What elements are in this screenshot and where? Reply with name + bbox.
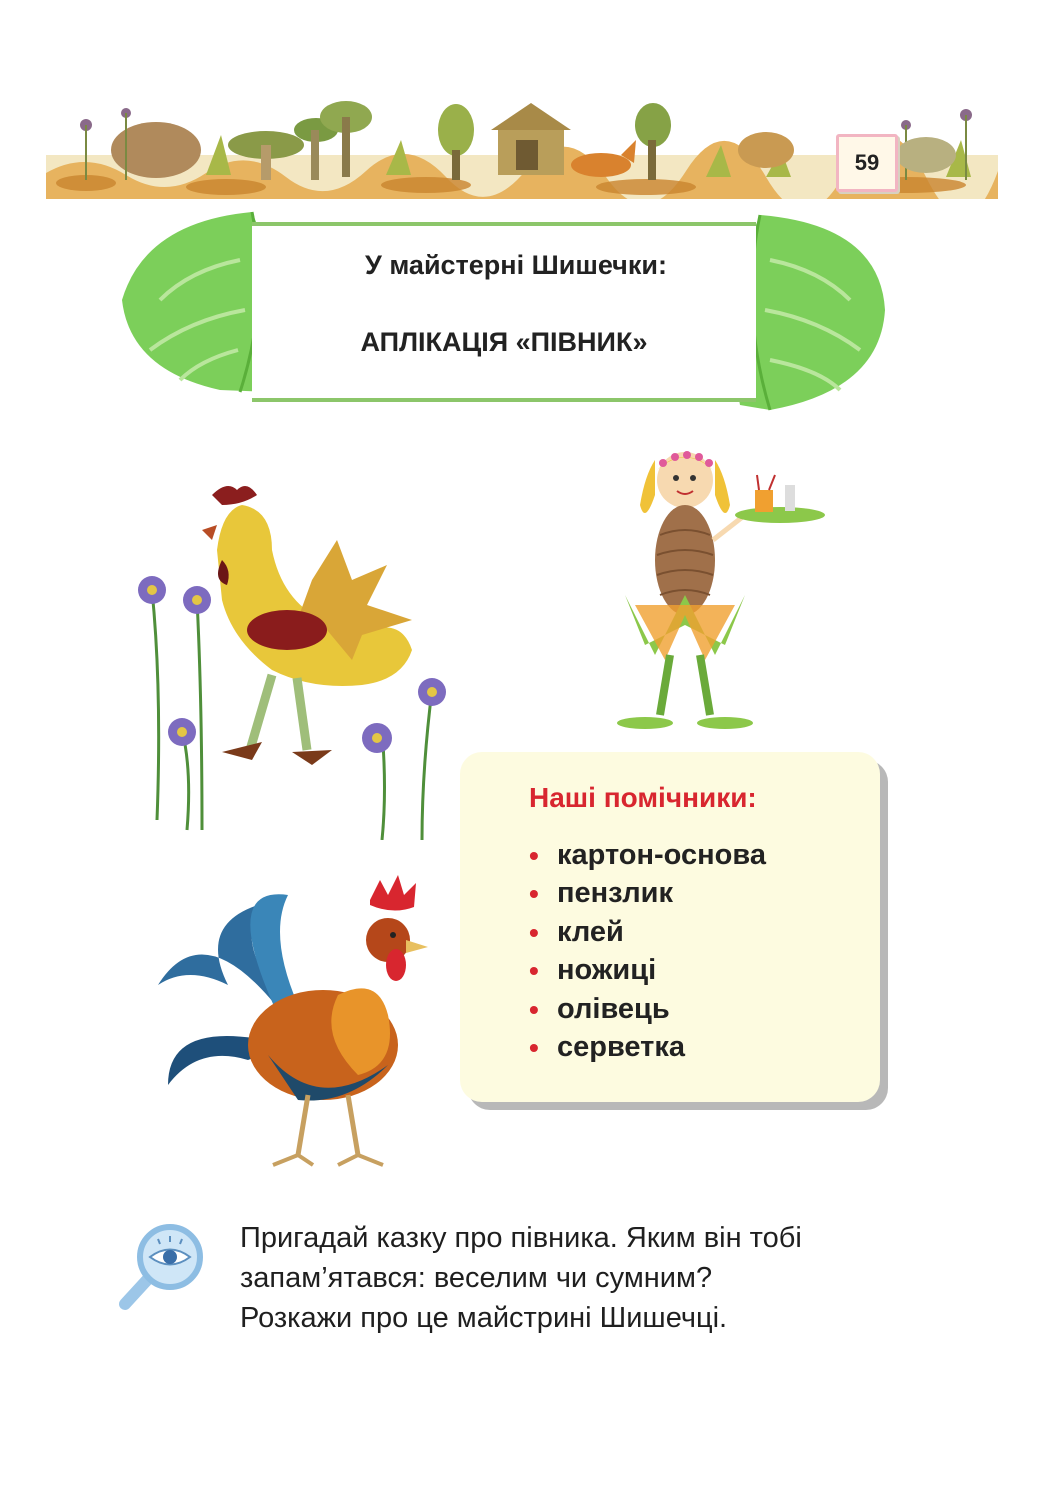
helper-item-label: олівець: [557, 992, 670, 1025]
helper-item-label: клей: [557, 915, 624, 948]
task-line: Пригадай казку про півника. Яким він тобі: [240, 1222, 802, 1254]
helper-item-label: пензлик: [557, 877, 673, 910]
bullet-icon: •: [529, 916, 539, 948]
title-box: [252, 222, 756, 402]
helper-item: [529, 836, 766, 875]
helper-item-label: ножиці: [557, 954, 657, 987]
helper-item-label: картон-основа: [557, 838, 766, 871]
page-number: 59: [836, 134, 898, 192]
helper-item: [529, 990, 766, 1029]
bullet-icon: •: [529, 955, 539, 987]
shyshechka-character-image: [585, 445, 825, 735]
page-title: У майстерні Шишечки:: [365, 250, 667, 280]
bullet-icon: •: [529, 839, 539, 871]
page-subtitle: АПЛІКАЦІЯ «ПІВНИК»: [360, 327, 648, 357]
helper-item-label: серветка: [557, 1031, 686, 1064]
rooster-illustration-image: [148, 865, 448, 1175]
helper-item: [529, 875, 766, 914]
helper-item: [529, 952, 766, 991]
bullet-icon: •: [529, 878, 539, 910]
bullet-icon: •: [529, 993, 539, 1025]
helpers-list: [529, 836, 766, 1067]
task-line: запам’ятався: веселим чи сумним?: [240, 1262, 713, 1294]
helper-item: [529, 1029, 766, 1068]
helper-item: [529, 913, 766, 952]
magnifier-eye-icon: [115, 1222, 210, 1312]
task-line: Розкажи про це майстрині Шишечці.: [240, 1302, 728, 1334]
task-text: [240, 1218, 940, 1338]
bullet-icon: •: [529, 1032, 539, 1064]
helpers-heading: Наші помічники:: [529, 782, 757, 813]
leaf-rooster-applique-image: [122, 470, 462, 840]
